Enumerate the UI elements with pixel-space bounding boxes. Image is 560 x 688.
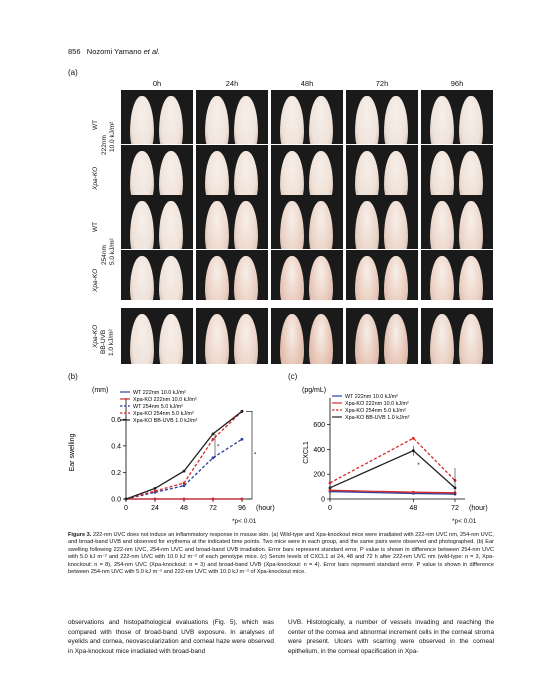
mouse-photo xyxy=(196,308,268,364)
ear-swelling-chart xyxy=(68,380,290,530)
row-label-xpa-bbuvb: Xpa-KO xyxy=(92,324,99,348)
time-label: 96h xyxy=(450,79,464,88)
time-label: 24h xyxy=(225,79,239,88)
mouse-body xyxy=(234,96,258,144)
y-tick-label: 400 xyxy=(313,446,325,454)
mouse-body xyxy=(159,151,183,195)
legend-entry: Xpa-KO BB-UVB 1.0 kJ/m² xyxy=(133,418,198,425)
mouse-photo xyxy=(421,90,493,144)
data-point xyxy=(183,470,186,473)
mouse-photo xyxy=(271,145,343,195)
mouse-photo xyxy=(346,145,418,195)
data-point xyxy=(241,410,244,413)
data-point xyxy=(329,481,332,484)
mouse-photo xyxy=(421,250,493,300)
mouse-body xyxy=(234,151,258,195)
mouse-body xyxy=(234,201,258,249)
x-unit: (hour) xyxy=(469,505,488,512)
row-label-xpa-254: Xpa-KO xyxy=(92,268,99,292)
data-point xyxy=(183,484,186,487)
x-unit: (hour) xyxy=(256,505,275,512)
group-label-254-l2: 5.0 kJ/m² xyxy=(109,238,116,265)
mouse-body xyxy=(309,314,333,364)
panel-b-label: (b) xyxy=(68,372,78,381)
mouse-body xyxy=(130,256,154,300)
mouse-photo xyxy=(421,308,493,364)
y-axis-label: Ear swelling xyxy=(69,433,76,472)
group-label-254-l1: 254nm xyxy=(101,245,108,265)
series-line xyxy=(330,451,455,488)
mouse-body xyxy=(280,96,304,144)
caption-label: Figure 3. xyxy=(68,532,92,538)
mouse-body xyxy=(309,201,333,249)
mouse-body xyxy=(205,151,229,195)
mouse-photo xyxy=(346,195,418,249)
mouse-photo xyxy=(421,195,493,249)
x-tick-label: 72 xyxy=(209,505,217,512)
time-label: 0h xyxy=(152,79,162,88)
data-point xyxy=(241,438,244,441)
mouse-body xyxy=(459,151,483,195)
mouse-photo xyxy=(196,145,268,195)
y-tick-label: 0.2 xyxy=(111,469,121,477)
significance-star: * xyxy=(254,452,257,459)
x-tick-label: 48 xyxy=(180,505,188,512)
row-label-xpa-222: Xpa-KO xyxy=(92,166,99,190)
mouse-photo xyxy=(346,90,418,144)
cxcl1-chart xyxy=(290,380,495,530)
mouse-body xyxy=(280,151,304,195)
mouse-body xyxy=(384,256,408,300)
data-point xyxy=(329,486,332,489)
data-point xyxy=(412,491,415,494)
data-point xyxy=(154,498,157,501)
mouse-body xyxy=(280,314,304,364)
data-point xyxy=(241,498,244,501)
mouse-body xyxy=(159,256,183,300)
significance-star: * xyxy=(217,444,220,451)
data-point xyxy=(212,433,215,436)
author-names: Nozomi Yamano xyxy=(86,47,142,56)
data-point xyxy=(183,482,186,485)
mouse-body xyxy=(384,314,408,364)
caption-text: 222-nm UVC does not induce an inflammatory response in mouse skin. (a) Wild-type and Xpa-knockout mice were irradiated with 222-nm UVC nm, 254-nm UVC, and broad-band UVB and observed for erythema at the indicated time points. Two mice were in each group, and the same pairs were observed and photographed. (b) Ear swelling following 222-nm UVC, 254-nm UVC and broad-band UVB irradiation. Error bars represent standard error. P value is shown in difference between 254-nm UVC with 5.0 kJ m⁻² and 222-nm UVC with 10.0 kJ m⁻² of each genotype mice. (c) Serum levels of CXCL1 at 24, 48 and 72 h after 222-nm UVC nm (wild-type: n = 3, Xpa-knockout: n = 8), 254-nm UVC (Xpa-knockout: n = 3) and broad-band UVB (Xpa-knockout: n = 4). Error bars represent standard error. P value is shown in difference between 254-nm UVC with 5.0 kJ m⁻² and 222-nm UVC with 10.0 kJ m⁻² of Xpa-knockout mice. xyxy=(68,532,494,576)
mouse-photo xyxy=(196,195,268,249)
mouse-body xyxy=(384,151,408,195)
x-tick-label: 48 xyxy=(409,505,418,512)
panel-a-label: (a) xyxy=(68,68,78,77)
data-point xyxy=(212,456,215,459)
mouse-photo xyxy=(271,90,343,144)
mouse-body xyxy=(355,96,379,144)
mouse-photo xyxy=(121,90,193,144)
legend-entry: WT 222nm 10.0 kJ/m² xyxy=(133,390,186,397)
legend-entry: Xpa-KO BB-UVB 1.0 kJ/m² xyxy=(345,415,410,422)
mouse-body xyxy=(459,201,483,249)
data-point xyxy=(183,498,186,501)
mouse-body xyxy=(159,201,183,249)
mouse-body xyxy=(280,201,304,249)
y-axis-label: CXCL1 xyxy=(303,441,310,464)
mouse-body xyxy=(234,256,258,300)
mouse-body xyxy=(130,96,154,144)
mouse-body xyxy=(459,314,483,364)
mouse-body xyxy=(309,151,333,195)
y-tick-label: 600 xyxy=(313,422,325,430)
mouse-photo xyxy=(346,308,418,364)
mouse-body xyxy=(430,201,454,249)
series-line xyxy=(126,439,242,499)
mouse-body xyxy=(459,256,483,300)
mouse-body xyxy=(130,314,154,364)
mouse-body xyxy=(280,256,304,300)
row-label-wt-254: WT xyxy=(92,221,99,232)
panel-b-footnote: *p< 0.01 xyxy=(232,518,257,525)
mouse-body xyxy=(430,314,454,364)
significance-star: * xyxy=(417,462,420,469)
mouse-body xyxy=(430,96,454,144)
mouse-body xyxy=(430,151,454,195)
mouse-body xyxy=(130,201,154,249)
x-tick-label: 24 xyxy=(151,505,159,512)
data-point xyxy=(125,498,128,501)
mouse-body xyxy=(384,201,408,249)
mouse-photo xyxy=(196,250,268,300)
mouse-photo xyxy=(121,250,193,300)
data-point xyxy=(329,489,332,492)
mouse-photo xyxy=(121,308,193,364)
mouse-body xyxy=(205,256,229,300)
mouse-body xyxy=(130,151,154,195)
mouse-photo xyxy=(121,145,193,195)
x-tick-label: 72 xyxy=(451,505,459,512)
y-unit: (mm) xyxy=(92,387,109,394)
y-tick-label: 0 xyxy=(321,496,325,504)
body-column-right: UVB. Histologically, a number of vessels invading and reaching the center of the cornea and abnormal increment cells in the corneal stroma were present. Ulcers with scarring were observed in the corneal epithelium, in the corneal opacification in Xpa- xyxy=(288,619,494,655)
panel-c-label: (c) xyxy=(288,372,298,381)
x-tick-label: 0 xyxy=(124,505,128,512)
mouse-body xyxy=(234,314,258,364)
mouse-photo xyxy=(121,195,193,249)
legend-entry: Xpa-KO 222nm 10.0 kJ/m² xyxy=(133,397,197,404)
mouse-body xyxy=(355,151,379,195)
time-label: 48h xyxy=(300,79,314,88)
x-tick-label: 96 xyxy=(238,505,246,512)
mouse-body xyxy=(159,96,183,144)
legend-entry: WT 222nm 10.0 kJ/m² xyxy=(345,394,398,401)
data-point xyxy=(212,438,215,441)
mouse-photo xyxy=(346,250,418,300)
y-unit: (pg/mL) xyxy=(302,387,327,394)
legend-entry: Xpa-KO 222nm 10.0 kJ/m² xyxy=(345,401,409,408)
group-label-bb-l2: 1.0 kJ/m² xyxy=(108,329,115,356)
mouse-body xyxy=(355,256,379,300)
mouse-body xyxy=(205,314,229,364)
page-number: 856 xyxy=(68,47,81,56)
et-al: et al. xyxy=(143,47,160,56)
mouse-body xyxy=(430,256,454,300)
data-point xyxy=(154,487,157,490)
y-tick-label: 0.6 xyxy=(111,416,121,424)
figure-caption xyxy=(68,532,494,576)
mouse-body xyxy=(309,96,333,144)
mouse-photo xyxy=(271,250,343,300)
y-tick-label: 0.0 xyxy=(111,496,121,504)
legend-entry: WT 254nm 5.0 kJ/m² xyxy=(133,404,183,411)
row-label-wt-222: WT xyxy=(92,119,99,130)
group-label-222-l2: 10.0 kJ/m² xyxy=(109,121,116,152)
mouse-body xyxy=(355,314,379,364)
running-header xyxy=(68,47,160,56)
legend-entry: Xpa-KO 254nm 5.0 kJ/m² xyxy=(345,408,406,415)
time-label: 72h xyxy=(375,79,389,88)
legend-entry: Xpa-KO 254nm 5.0 kJ/m² xyxy=(133,411,194,418)
mouse-body xyxy=(309,256,333,300)
mouse-body xyxy=(459,96,483,144)
mouse-photo xyxy=(421,145,493,195)
mouse-photo xyxy=(271,195,343,249)
data-point xyxy=(154,490,157,493)
data-point xyxy=(412,437,415,440)
mouse-body xyxy=(159,314,183,364)
mouse-body xyxy=(205,96,229,144)
significance-bracket xyxy=(246,411,252,499)
y-tick-label: 0.4 xyxy=(111,443,121,451)
group-label-222-l1: 222nm xyxy=(101,135,108,155)
mouse-body xyxy=(205,201,229,249)
data-point xyxy=(212,498,215,501)
mouse-photo xyxy=(271,308,343,364)
mouse-body xyxy=(355,201,379,249)
group-label-bb-l1: BB-UVB xyxy=(100,329,107,354)
body-column-left: observations and histopathological evaluations (Fig. 5), which was compared with those of broad-band UVB exposure. In analyses of eyelids and cornea, neovascularization and corneal haze were observed in Xpa-knockout mice irradiated with broad-band xyxy=(68,619,274,655)
x-tick-label: 0 xyxy=(328,505,332,512)
y-tick-label: 200 xyxy=(313,471,325,479)
panel-c-footnote: *p< 0.01 xyxy=(452,518,477,525)
mouse-photo xyxy=(196,90,268,144)
mouse-body xyxy=(384,96,408,144)
